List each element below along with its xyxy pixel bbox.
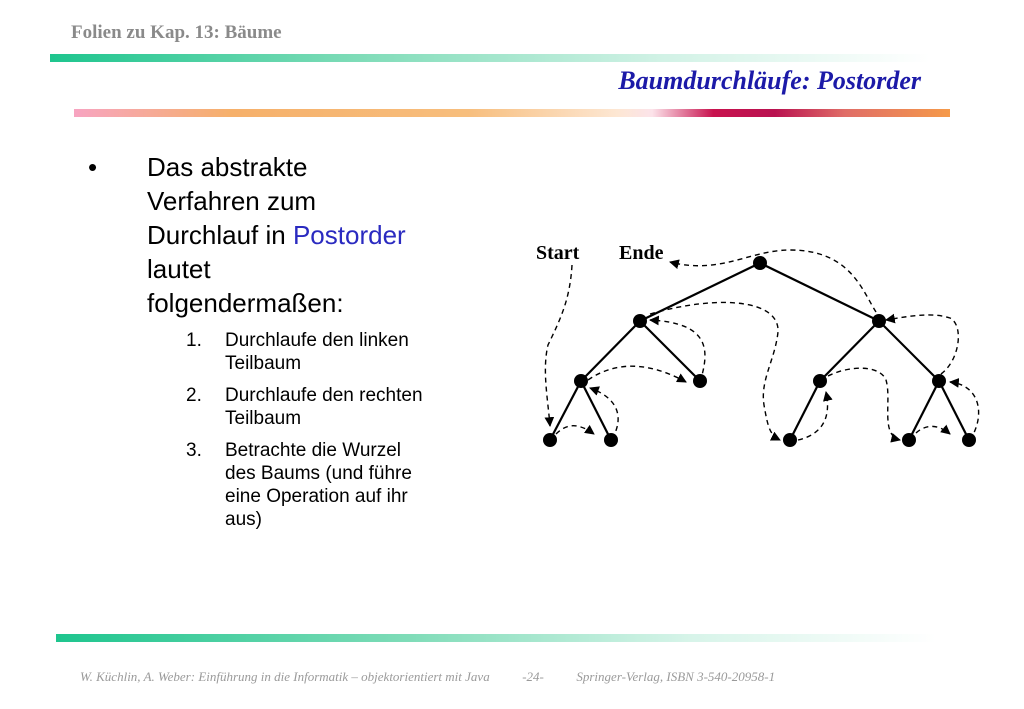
bullet-text-after: lautet folgendermaßen: [147,254,344,318]
tree-node [693,374,707,388]
step-item [186,384,436,430]
step-text: Durchlaufe den linken Teilbaum [225,330,409,374]
tree-node [574,374,588,388]
bottom-divider [56,634,936,642]
step-item [186,329,436,375]
tree-node [872,314,886,328]
tree-edge [790,381,820,440]
step-number: 1. [186,330,202,351]
bullet-text [147,150,407,320]
tree-edge [820,321,879,381]
tree-node [962,433,976,447]
traversal-arrow [545,265,572,426]
bullet-highlight: Postorder [292,220,406,250]
tree-node [932,374,946,388]
footer-spacer [493,669,519,684]
postorder-tree-diagram [520,230,990,470]
traversal-arrow [670,250,876,312]
tree-edge [879,321,939,381]
footer-citation: W. Küchlin, A. Weber: Einführung in die Informatik – objektorientiert mit Java [80,669,490,684]
tree-node [604,433,618,447]
step-text: Durchlaufe den rechten Teilbaum [225,385,423,429]
end-label: Ende [619,242,664,264]
tree-edge [640,263,760,321]
tree-edges [550,263,969,440]
step-text: Betrachte die Wurzel des Baums (und führe eine Operation auf ihr aus) [225,440,412,530]
steps-list [186,329,436,540]
bullet-icon: • [88,152,98,182]
top-divider [50,54,930,62]
step-number: 3. [186,440,202,461]
traversal-arrow [650,320,705,382]
traversal-path [545,250,978,440]
traversal-arrow [588,366,686,382]
header-title: Folien zu Kap. 13: Bäume [71,22,282,43]
tree-node [543,433,557,447]
footer [80,669,775,685]
tree-edge [939,381,969,440]
footer-page-number: -24- [522,669,544,684]
footer-spacer [547,669,573,684]
tree-node [633,314,647,328]
tree-edge [909,381,939,440]
traversal-arrow [590,388,618,439]
traversal-arrow [916,426,950,434]
tree-edge [581,321,640,381]
footer-publisher: Springer-Verlag, ISBN 3-540-20958-1 [576,669,776,684]
tree-node [813,374,827,388]
tree-edge [760,263,879,321]
tree-edge [581,381,611,440]
tree-node-root [753,256,767,270]
step-number: 2. [186,385,202,406]
tree-node [902,433,916,447]
start-label: Start [536,242,580,264]
step-item [186,439,436,531]
tree-edge [550,381,581,440]
slide-title: Baumdurchläufe: Postorder [618,66,921,95]
traversal-arrow [828,368,900,440]
traversal-arrow [556,426,594,434]
tree-node [783,433,797,447]
title-divider [74,109,950,117]
bullet-text-before: Das abstrakte Verfahren zum Durchlauf in [147,152,317,250]
traversal-arrow [650,302,780,440]
